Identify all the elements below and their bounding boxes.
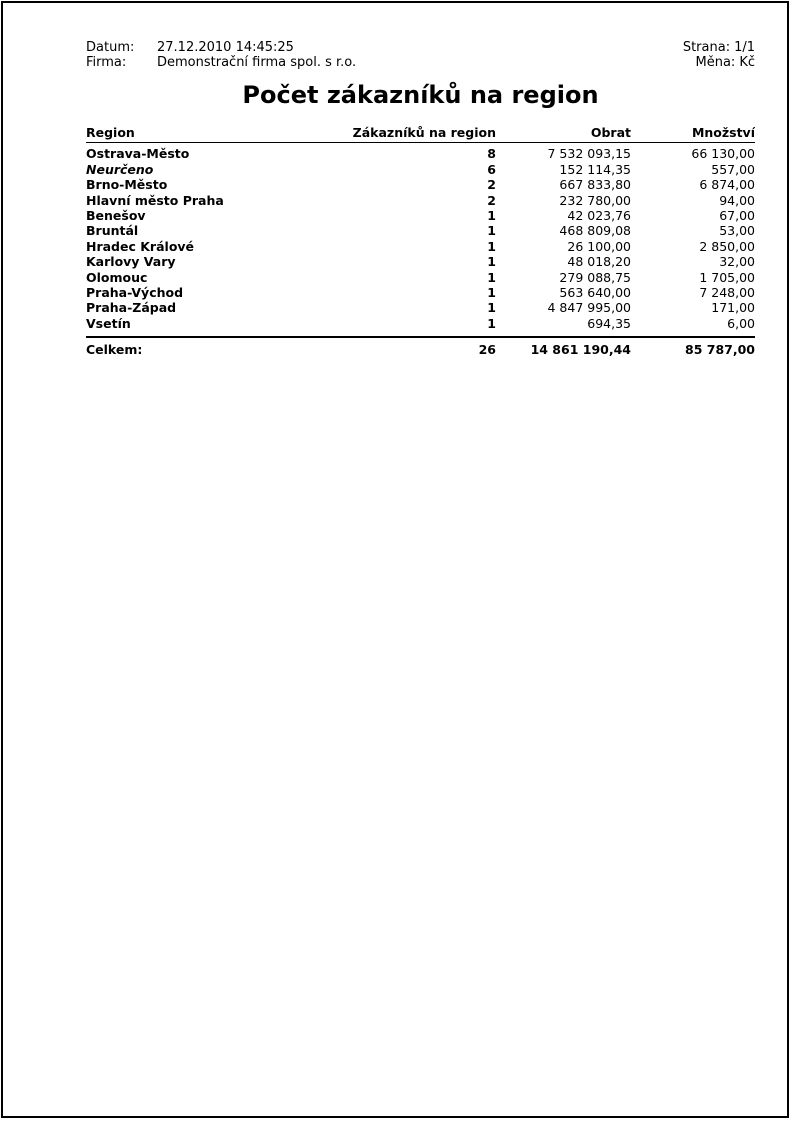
cell-region: Neurčeno (86, 161, 154, 177)
cell-region: Praha-Východ (86, 285, 184, 301)
table-row (86, 143, 755, 162)
cell-turnover: 468 809,08 (559, 223, 631, 239)
cell-region: Olomouc (86, 269, 148, 285)
date-label: Datum: (86, 40, 135, 55)
total-turnover: 14 861 190,44 (496, 337, 631, 357)
region-table (86, 125, 755, 358)
page-row (683, 40, 755, 55)
cell-turnover: 694,35 (587, 315, 631, 331)
currency-value: Kč (739, 55, 755, 70)
cell-quantity: 6,00 (727, 315, 755, 331)
table-row (86, 193, 755, 208)
report-header-right (683, 40, 755, 70)
cell-turnover: 279 088,75 (559, 269, 631, 285)
table-row (86, 300, 755, 315)
cell-customers: 2 (487, 177, 496, 193)
cell-customers: 1 (487, 238, 496, 254)
cell-region: Ostrava-Město (86, 146, 190, 162)
cell-turnover: 563 640,00 (559, 285, 631, 301)
company-row (86, 55, 356, 70)
column-header-turnover: Obrat (496, 125, 631, 143)
cell-customers: 1 (487, 315, 496, 331)
date-value: 27.12.2010 14:45:25 (157, 40, 294, 55)
column-header-customers: Zákazníků na region (341, 125, 496, 143)
cell-region: Bruntál (86, 223, 139, 239)
cell-quantity: 94,00 (719, 192, 755, 208)
cell-turnover: 4 847 995,00 (547, 300, 631, 316)
cell-customers: 1 (487, 300, 496, 316)
cell-region: Hlavní město Praha (86, 192, 224, 208)
column-header-region: Region (86, 125, 341, 143)
cell-quantity: 7 248,00 (699, 285, 755, 301)
cell-customers: 8 (487, 146, 496, 162)
cell-turnover: 152 114,35 (559, 161, 631, 177)
report-header-left (86, 40, 356, 70)
cell-region: Praha-Západ (86, 300, 177, 316)
table-row (86, 208, 755, 223)
cell-customers: 1 (487, 269, 496, 285)
cell-quantity: 2 850,00 (699, 238, 755, 254)
cell-customers: 6 (487, 161, 496, 177)
cell-customers: 1 (487, 285, 496, 301)
cell-region: Benešov (86, 208, 146, 224)
cell-quantity: 171,00 (711, 300, 755, 316)
table-footer (86, 337, 755, 357)
cell-turnover: 48 018,20 (567, 254, 631, 270)
company-value: Demonstrační firma spol. s r.o. (157, 55, 357, 70)
cell-quantity: 67,00 (719, 208, 755, 224)
report-page (1, 1, 789, 1118)
total-quantity: 85 787,00 (631, 337, 755, 357)
cell-customers: 1 (487, 254, 496, 270)
cell-turnover: 232 780,00 (559, 192, 631, 208)
cell-quantity: 32,00 (719, 254, 755, 270)
cell-quantity: 557,00 (711, 161, 755, 177)
total-customers: 26 (341, 337, 496, 357)
table-row (86, 162, 755, 177)
cell-quantity: 53,00 (719, 223, 755, 239)
cell-customers: 2 (487, 192, 496, 208)
page-label: Strana: (682, 40, 731, 55)
currency-label: Měna: (695, 55, 736, 70)
cell-quantity: 6 874,00 (699, 177, 755, 193)
cell-region: Hradec Králové (86, 238, 195, 254)
cell-turnover: 42 023,76 (567, 208, 631, 224)
cell-region: Karlovy Vary (86, 254, 176, 270)
cell-region: Vsetín (86, 315, 131, 331)
table-row (86, 254, 755, 269)
table-row (86, 177, 755, 192)
date-row (86, 40, 356, 55)
table-row (86, 270, 755, 285)
cell-region: Brno-Město (86, 177, 168, 193)
page-title: Počet zákazníků na region (242, 81, 599, 109)
cell-quantity: 1 705,00 (699, 269, 755, 285)
total-row (86, 337, 755, 357)
page-value: 1/1 (734, 40, 755, 55)
table-body (86, 143, 755, 337)
table-header (86, 125, 755, 143)
company-label: Firma: (86, 55, 127, 70)
cell-customers: 1 (487, 223, 496, 239)
cell-customers: 1 (487, 208, 496, 224)
cell-turnover: 667 833,80 (559, 177, 631, 193)
total-label: Celkem: (86, 337, 341, 357)
table-row (86, 223, 755, 238)
cell-turnover: 7 532 093,15 (547, 146, 631, 162)
table-header-row (86, 125, 755, 143)
table-row (86, 239, 755, 254)
cell-quantity: 66 130,00 (691, 146, 755, 162)
table-row (86, 285, 755, 300)
cell-turnover: 26 100,00 (567, 238, 631, 254)
table-row (86, 316, 755, 337)
currency-row (683, 55, 755, 70)
column-header-quantity: Množství (631, 125, 755, 143)
